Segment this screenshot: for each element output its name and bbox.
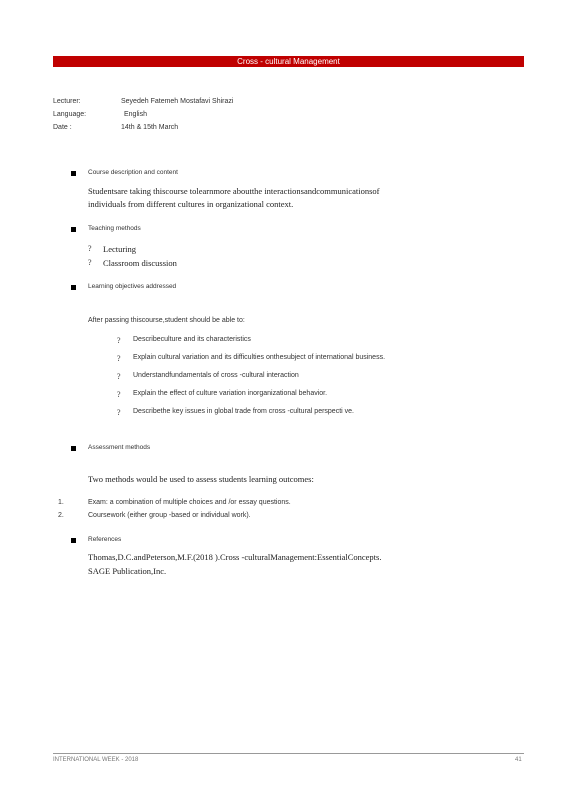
lecturer-label: Lecturer: [53, 98, 81, 105]
objective-item: Explain cultural variation and its difficulties onthesubject of international business. [133, 354, 386, 361]
language-label: Language: [53, 111, 87, 118]
course-description-heading: Course description and content [88, 169, 178, 176]
assessment-item-coursework: Coursework (either group -based or individual work). [88, 512, 251, 519]
teaching-methods-heading: Teaching methods [88, 225, 141, 232]
lecturer-value: Seyedeh Fatemeh Mostafavi Shirazi [121, 98, 234, 105]
learning-objectives-heading: Learning objectives addressed [88, 283, 177, 290]
objective-item: Understandfundamentals of cross -cultural interaction [133, 372, 299, 379]
assessment-item-exam: Exam: a combination of multiple choices and /or essay questions. [88, 499, 291, 506]
learning-intro: After passing thiscourse,student should be able to: [88, 317, 245, 324]
bullet-square-icon [71, 171, 76, 176]
assessment-item-number: 2. [58, 512, 64, 519]
footer-divider [53, 753, 524, 754]
list-bullet-icon: ? [88, 258, 92, 267]
teaching-item-discussion: Classroom discussion [103, 258, 177, 268]
list-bullet-icon: ? [88, 244, 92, 253]
document-title: Cross - cultural Management [53, 56, 524, 67]
list-bullet-icon: ? [117, 372, 121, 381]
list-bullet-icon: ? [117, 354, 121, 363]
page-number: 41 [515, 757, 522, 763]
objective-item: Describeculture and its characteristics [133, 336, 251, 343]
course-description-line-2: individuals from different cultures in organizational context. [88, 199, 294, 209]
list-bullet-icon: ? [117, 336, 121, 345]
assessment-methods-heading: Assessment methods [88, 444, 151, 451]
list-bullet-icon: ? [117, 390, 121, 399]
assessment-item-number: 1. [58, 499, 64, 506]
list-bullet-icon: ? [117, 408, 121, 417]
course-description-line-1: Studentsare taking thiscourse tolearnmore aboutthe interactionsandcommunicationsof [88, 186, 380, 196]
bullet-square-icon [71, 538, 76, 543]
footer-label: INTERNATIONAL WEEK - 2018 [53, 757, 139, 763]
objective-item: Describethe key issues in global trade from cross -cultural perspecti ve. [133, 408, 354, 415]
date-value: 14th & 15th March [121, 124, 179, 131]
objective-item: Explain the effect of culture variation inorganizational behavior. [133, 390, 328, 397]
references-heading: References [88, 536, 122, 543]
bullet-square-icon [71, 227, 76, 232]
bullet-square-icon [71, 285, 76, 290]
language-value: English [124, 111, 147, 118]
reference-line-2: SAGE Publication,Inc. [88, 566, 167, 576]
reference-line-1: Thomas,D.C.andPeterson,M.F.(2018 ).Cross -culturalManagement:EssentialConcepts. [88, 552, 382, 562]
date-label: Date : [53, 124, 72, 131]
bullet-square-icon [71, 446, 76, 451]
teaching-item-lecturing: Lecturing [103, 244, 137, 254]
assessment-intro: Two methods would be used to assess students learning outcomes: [88, 474, 314, 484]
